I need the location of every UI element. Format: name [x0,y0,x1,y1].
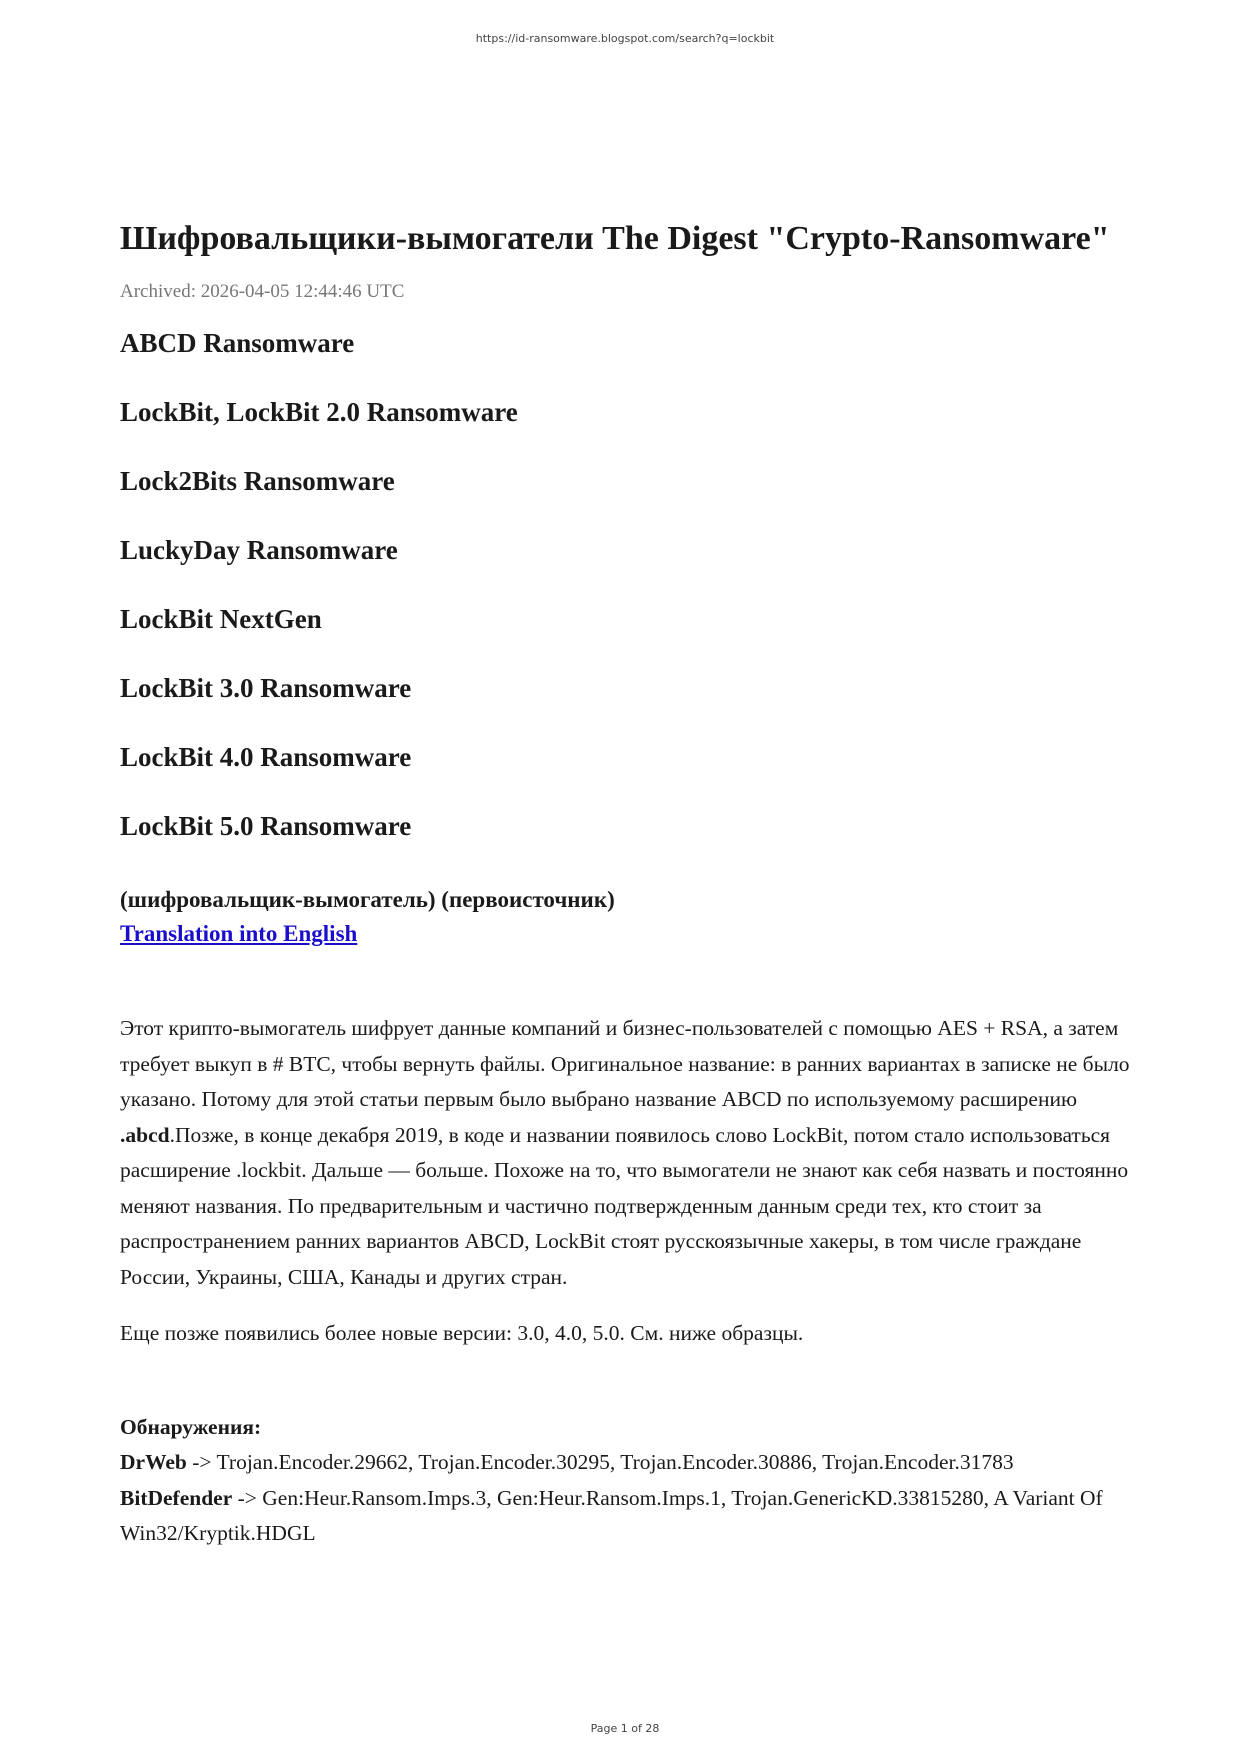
heading-lockbit-4: LockBit 4.0 Ransomware [120,742,412,772]
heading-luckyday: LuckyDay Ransomware [120,535,398,565]
heading-list [120,328,1135,841]
para-text: .Позже, в конце декабря 2019, в коде и названии появилось слово LockBit, потом стало использоваться расширение .lockbit. Дальше — больше. Похоже на то, что вымогатели не знают как себя назвать и постоянно меняют названия. По предварительным и частично подтвержденным данным среди тех, кто стоит за распространением ранних вариантов ABCD, LockBit стоят русскоязычные хакеры, в том числе граждане России, Украины, США, Канады и других стран. [120,1122,1129,1289]
detection-names: -> Trojan.Encoder.29662, Trojan.Encoder.30295, Trojan.Encoder.30886, Trojan.Encoder.31783 [186,1450,1014,1474]
heading-abcd: ABCD Ransomware [120,328,355,358]
article [120,210,1135,1552]
heading-lockbit-2: LockBit, LockBit 2.0 Ransomware [120,397,518,427]
heading-lockbit-nextgen: LockBit NextGen [120,604,322,634]
detection-row [120,1481,1135,1552]
vendor-name: DrWeb [120,1450,187,1474]
versions-paragraph: Еще позже появились более новые версии: 3.0, 4.0, 5.0. См. ниже образцы. [120,1321,804,1345]
para-text: Этот крипто-вымогатель шифрует данные компаний и бизнес-пользователей с помощью AES + RSA, а затем требует выкуп в # BTC, чтобы вернуть файлы. Оригинальное название: в ранних вариантах в записке не было указано. Потому для этой статьи первым было выбрано название ABCD по используемому расширению [120,1016,1130,1111]
heading-lockbit-5: LockBit 5.0 Ransomware [120,811,412,841]
detections-section [120,1410,1135,1552]
detection-row [120,1445,1135,1481]
description-paragraph [120,1011,1135,1295]
page-number: Page 1 of 28 [590,1722,660,1735]
page-url: https://id-ransomware.blogspot.com/search?q=lockbit [475,32,775,45]
heading-lockbit-3: LockBit 3.0 Ransomware [120,673,412,703]
detection-names: -> Gen:Heur.Ransom.Imps.3, Gen:Heur.Ransom.Imps.1, Trojan.GenericKD.33815280, A Variant Of Win32/Kryptik.HDGL [120,1485,1103,1545]
page-title: Шифровальщики-вымогатели The Digest "Crypto-Ransomware" [120,220,1110,257]
detections-label: Обнаружения: [120,1414,262,1439]
vendor-name: BitDefender [120,1485,233,1510]
subtitle: (шифровальщик-вымогатель) (первоисточник) [120,887,615,912]
extension-abcd: .abcd [120,1122,170,1147]
archived-timestamp: Archived: 2026-04-05 12:44:46 UTC [120,281,405,302]
heading-lock2bits: Lock2Bits Ransomware [120,466,395,496]
translation-link[interactable]: Translation into English [120,921,358,946]
